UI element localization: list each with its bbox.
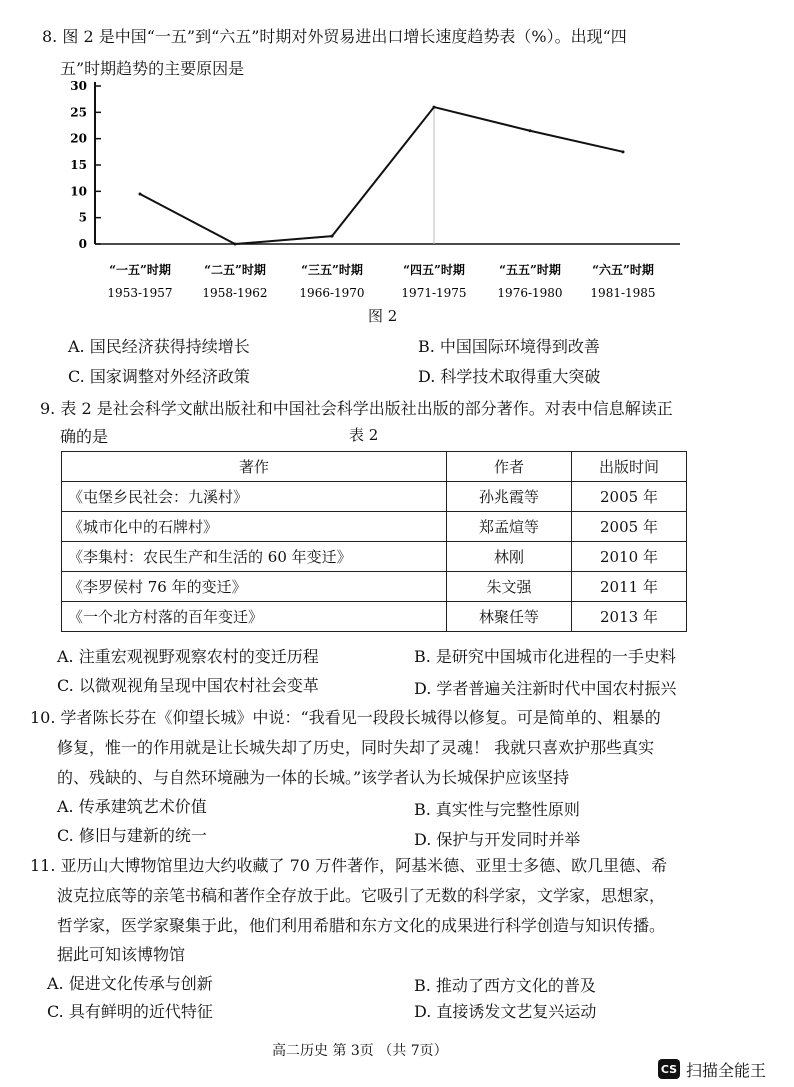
q8-option-c: C. 国家调整对外经济政策 [68, 367, 250, 386]
table-row [62, 602, 687, 632]
cell-author: 孙兆霞等 [447, 482, 572, 512]
y-tick-label: 5 [78, 210, 87, 225]
trend-segment [140, 194, 235, 244]
cell-work: 《屯堡乡民社会：九溪村》 [62, 482, 447, 512]
trend-segment [434, 107, 530, 131]
y-tick-label: 10 [70, 184, 87, 199]
x-years-label: 1981-1985 [590, 286, 656, 300]
data-point [139, 192, 142, 195]
works-table [61, 451, 687, 632]
cell-date: 2005 年 [572, 512, 687, 542]
q10-option-a: A. 传承建筑艺术价值 [57, 797, 207, 816]
camscanner-logo-icon: CS [658, 1059, 680, 1079]
q11-option-c: C. 具有鲜明的近代特征 [47, 1002, 213, 1021]
y-tick-label: 20 [70, 131, 87, 146]
q8-option-d: D. 科学技术取得重大突破 [418, 367, 601, 386]
q8-option-b: B. 中国国际环境得到改善 [418, 337, 600, 356]
cell-work: 《一个北方村落的百年变迁》 [62, 602, 447, 632]
trend-line [139, 106, 625, 246]
cell-author: 郑孟煊等 [447, 512, 572, 542]
q9-line2: 确的是 [60, 427, 109, 446]
cell-author: 林刚 [447, 542, 572, 572]
cell-work: 《李罗侯村 76 年的变迁》 [62, 572, 447, 602]
data-point [234, 243, 237, 246]
cell-author: 朱文强 [447, 572, 572, 602]
q11-line4: 据此可知该博物馆 [57, 945, 186, 964]
y-axis [70, 79, 680, 251]
x-category-label: “二五”时期 [204, 263, 266, 277]
q9-option-c: C. 以微观视角呈现中国农村社会变革 [57, 676, 319, 695]
table-row [62, 482, 687, 512]
x-category-label: “三五”时期 [301, 263, 363, 277]
q11-option-d: D. 直接诱发文艺复兴运动 [414, 1002, 597, 1021]
q8-option-a: A. 国民经济获得持续增长 [68, 337, 250, 356]
x-years-label: 1971-1975 [401, 286, 467, 300]
q11-line1: 11. 亚历山大博物馆里边大约收藏了 70 万件著作，阿基米德、亚里士多德、欧几里德、希 [30, 856, 668, 875]
cell-date: 2010 年 [572, 542, 687, 572]
table-row [62, 512, 687, 542]
q10-line2: 修复，惟一的作用就是让长城失却了历史，同时失却了灵魂！ 我就只喜欢护那些真实 [57, 738, 655, 757]
data-point [529, 129, 532, 132]
data-point [331, 235, 334, 238]
q9-option-a: A. 注重宏观视野观察农村的变迁历程 [57, 647, 319, 666]
trend-segment [235, 236, 332, 244]
data-point [433, 106, 436, 109]
page-footer: 高二历史 第 3页 （共 7页） [272, 1043, 448, 1059]
y-tick-label: 0 [78, 237, 87, 251]
y-tick-label: 30 [70, 79, 87, 93]
trend-segment [332, 107, 434, 236]
header-author: 作者 [447, 452, 572, 482]
x-years-label: 1953-1957 [107, 286, 173, 300]
q9-option-d: D. 学者普遍关注新时代中国农村振兴 [414, 679, 677, 698]
q10-option-d: D. 保护与开发同时并举 [414, 830, 581, 849]
cell-date: 2013 年 [572, 602, 687, 632]
x-years-label: 1976-1980 [497, 286, 563, 300]
table-title: 表 2 [349, 426, 379, 444]
q8-line1: 8. 图 2 是中国“一五”到“六五”时期对外贸易进出口增长速度趋势表（%）。出现“四 [42, 27, 627, 46]
x-category-label: “四五”时期 [403, 263, 465, 277]
q10-option-c: C. 修旧与建新的统一 [57, 826, 207, 845]
x-category-label: “一五”时期 [109, 263, 171, 277]
q10-option-b: B. 真实性与完整性原则 [414, 800, 580, 819]
x-category-label: “五五”时期 [499, 263, 561, 277]
cell-author: 林聚任等 [447, 602, 572, 632]
scanner-brand: 扫描全能王 [686, 1061, 767, 1080]
q9-option-b: B. 是研究中国城市化进程的一手史料 [414, 647, 676, 666]
q11-option-a: A. 促进文化传承与创新 [47, 974, 213, 993]
q11-option-b: B. 推动了西方文化的普及 [414, 976, 596, 995]
q8-line2: 五”时期趋势的主要原因是 [60, 59, 245, 78]
q10-line1: 10. 学者陈长芬在《仰望长城》中说：“我看见一段段长城得以修复。可是简单的、粗暴的 [30, 708, 661, 727]
x-years-label: 1966-1970 [299, 286, 365, 300]
cell-work: 《李集村：农民生产和生活的 60 年变迁》 [62, 542, 447, 572]
x-axis-labels [107, 262, 655, 300]
cell-work: 《城市化中的石牌村》 [62, 512, 447, 542]
trend-segment [530, 131, 623, 152]
table-row [62, 542, 687, 572]
y-tick-label: 25 [70, 105, 87, 120]
q9-line1: 9. 表 2 是社会科学文献出版社和中国社会科学出版社出版的部分著作。对表中信息解读正 [40, 399, 673, 418]
q10-line3: 的、残缺的、与自然环境融为一体的长城。”该学者认为长城保护应该坚持 [57, 768, 570, 787]
x-years-label: 1958-1962 [202, 286, 268, 300]
q11-line3: 哲学家，医学家聚集于此，他们利用希腊和东方文化的成果进行科学创造与知识传播。 [57, 916, 666, 935]
cell-date: 2005 年 [572, 482, 687, 512]
table-row [62, 572, 687, 602]
table-header-row [62, 452, 687, 482]
y-tick-label: 15 [70, 158, 87, 172]
q11-line2: 波克拉底等的亲笔书稿和著作全存放于此。它吸引了无数的科学家，文学家，思想家， [57, 886, 666, 905]
figure-2-chart [40, 78, 700, 308]
cell-date: 2011 年 [572, 572, 687, 602]
header-work: 著作 [62, 452, 447, 482]
x-category-label: “六五”时期 [592, 263, 654, 277]
figure-caption: 图 2 [368, 307, 398, 325]
data-point [622, 150, 625, 153]
header-date: 出版时间 [572, 452, 687, 482]
